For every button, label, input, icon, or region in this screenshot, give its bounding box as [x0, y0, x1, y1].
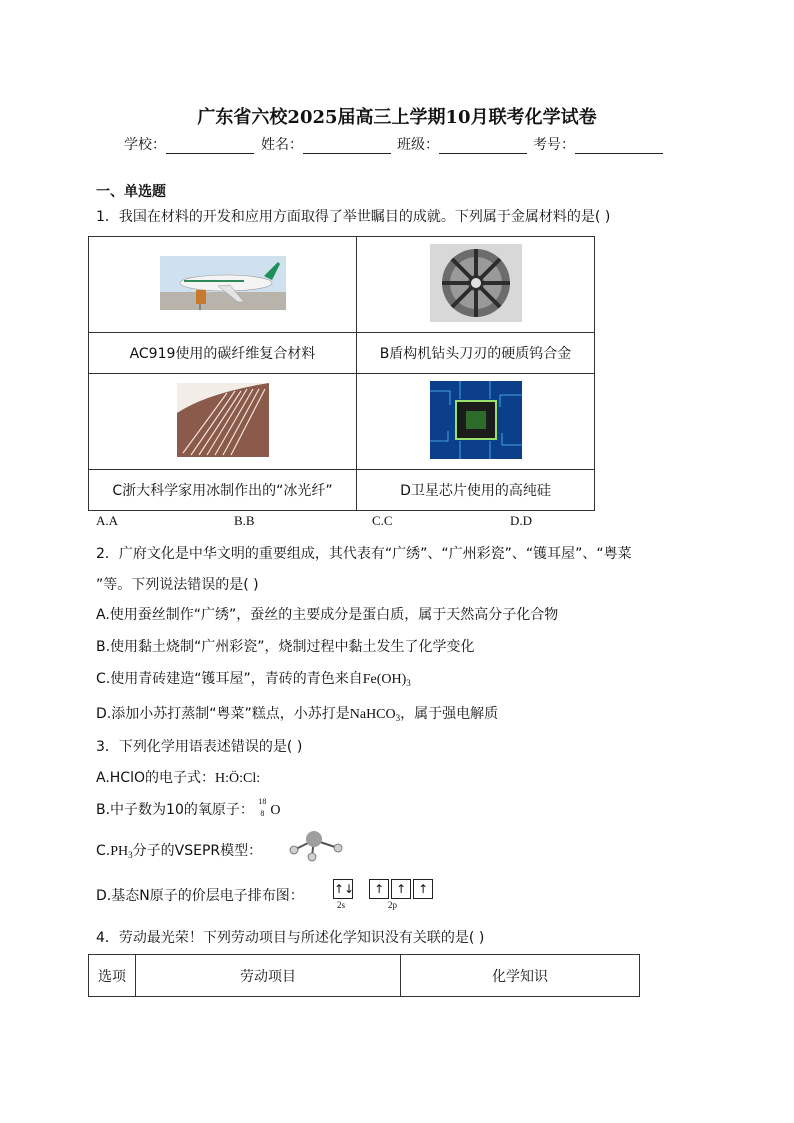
q2-option-a: A.使用蚕丝制作“广绣”，蚕丝的主要成分是蛋白质，属于天然高分子化合物	[96, 607, 559, 623]
q3-option-a	[96, 767, 260, 787]
q3-stem: 3．下列化学用语表述错误的是( )	[96, 739, 303, 755]
q1-stem: 1．我国在材料的开发和应用方面取得了举世瞩目的成就。下列属于金属材料的是( )	[96, 209, 611, 225]
q1-image-c-cell	[89, 374, 357, 470]
q3-option-a-text: A.HClO的电子式：	[96, 770, 215, 786]
q2-option-c	[96, 668, 411, 688]
exam-title: 广东省六校2025届高三上学期10月联考化学试卷	[197, 107, 597, 128]
section-title: 一、单选题	[96, 184, 166, 200]
q3-option-b	[96, 799, 280, 819]
q3-option-c-text: 分子的VSEPR模型：	[132, 843, 263, 859]
q2-option-b: B.使用黏土烧制“广州彩瓷”，烧制过程中黏土发生了化学变化	[96, 639, 475, 655]
q2-stem-line1: 2．广府文化是中华文明的重要组成，其代表有“广绣”、“广州彩瓷”、“镬耳屋”、“粤菜	[96, 546, 632, 562]
q4-table-header-row	[89, 955, 640, 997]
q3-option-d-text: D.基态N原子的价层电子排布图：	[96, 888, 304, 904]
tunnel-boring-machine-image	[430, 244, 522, 322]
q3-option-c-formula: PH	[110, 844, 129, 859]
chip-image	[430, 381, 522, 459]
q3-nuclide-indices	[258, 797, 270, 818]
school-field	[124, 134, 254, 154]
airplane-image	[160, 256, 286, 310]
q2-stem-line2: ”等。下列说法错误的是( )	[96, 577, 259, 593]
ice-fiber-image	[177, 383, 269, 457]
q1-image-b-cell	[357, 237, 595, 333]
q3-option-b-text: B.中子数为10的氧原子：	[96, 802, 254, 818]
q2-option-d	[96, 703, 498, 723]
q2-option-d-text: D.添加小苏打蒸制“粤菜”糕点，小苏打是	[96, 706, 350, 722]
q1-option-table	[88, 236, 595, 511]
q1-answer-b: B.B	[234, 513, 255, 528]
q3-option-c-prefix: C.	[96, 843, 111, 859]
q2-option-d-tail: ，属于强电解质	[400, 706, 499, 722]
exam-no-field	[533, 134, 663, 154]
q3-nuclide-atomic-number: 8	[260, 809, 265, 818]
q3-option-c	[96, 840, 262, 860]
exam-no-label: 考号：	[533, 137, 575, 153]
orbital-diagram	[333, 878, 435, 899]
class-label: 班级：	[397, 137, 439, 153]
class-field	[397, 134, 527, 154]
q2-option-d-formula: NaHCO	[349, 707, 396, 722]
q2-option-d-subscript: 3	[395, 713, 401, 723]
q1-caption-c: C浙大科学家用冰制作出的“冰光纤”	[89, 470, 357, 511]
q1-answer-a: A.A	[96, 513, 119, 528]
orbital-label-2p: 2p	[388, 900, 397, 910]
orbital-2s-box: ↑↓	[333, 879, 353, 899]
q1-caption-b: B盾构机钻头刀刃的硬质钨合金	[357, 333, 595, 374]
q4-header-labor: 劳动项目	[136, 955, 401, 997]
q1-caption-d: D卫星芯片使用的高纯硅	[357, 470, 595, 511]
q2-option-c-text: C.使用青砖建造“镬耳屋”，青砖的青色来自	[96, 671, 363, 687]
q3-option-c-subscript: 3	[128, 850, 133, 860]
exam-no-blank	[575, 137, 663, 154]
orbital-2p-box-2: ↑	[391, 879, 411, 899]
q1-answer-d: D.D	[510, 513, 533, 528]
q1-answer-c: C.C	[372, 513, 393, 528]
q1-image-a-cell	[89, 237, 357, 333]
orbital-label-2s: 2s	[337, 900, 346, 910]
q2-option-c-formula: Fe(OH)	[362, 672, 407, 687]
q4-header-option: 选项	[89, 955, 136, 997]
q3-nuclide-symbol: O	[270, 803, 281, 818]
name-field	[261, 134, 391, 154]
q2-option-c-subscript: 3	[406, 678, 411, 688]
name-blank	[303, 137, 391, 154]
q4-table	[88, 954, 640, 997]
school-blank	[166, 137, 254, 154]
q3-option-d	[96, 885, 304, 905]
q3-option-a-electron-formula: H:Ö:Cl:	[215, 771, 261, 786]
q4-stem: 4．劳动最光荣！下列劳动项目与所述化学知识没有关联的是( )	[96, 930, 485, 946]
class-blank	[439, 137, 527, 154]
q3-nuclide-mass-number: 18	[258, 797, 267, 806]
q1-image-d-cell	[357, 374, 595, 470]
vsepr-model-image	[286, 828, 346, 864]
q4-header-knowledge: 化学知识	[401, 955, 640, 997]
school-label: 学校：	[124, 137, 166, 153]
orbital-2p-box-3: ↑	[413, 879, 433, 899]
q1-caption-a: AC919使用的碳纤维复合材料	[89, 333, 357, 374]
orbital-2p-box-1: ↑	[369, 879, 389, 899]
name-label: 姓名：	[261, 137, 303, 153]
